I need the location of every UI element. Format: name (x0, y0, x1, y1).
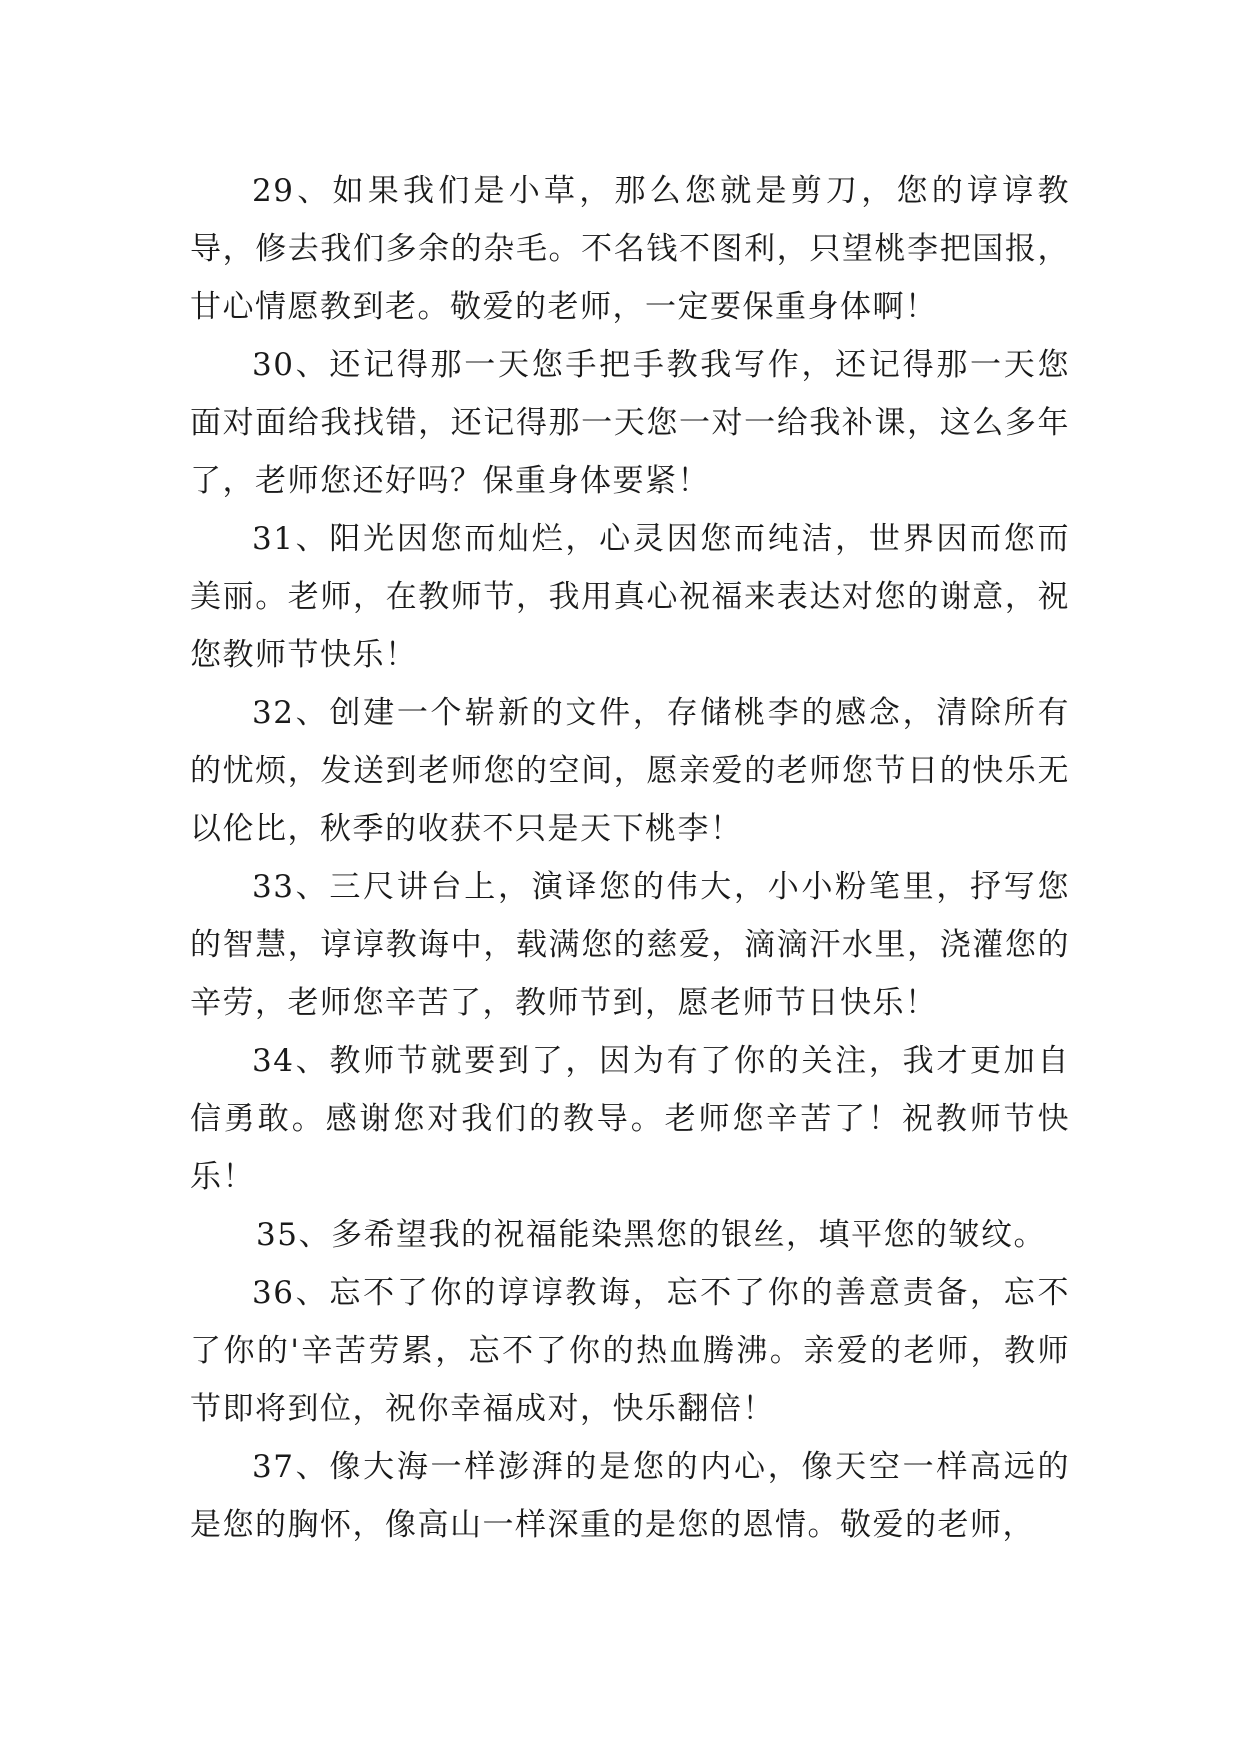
paragraph-30: 30、还记得那一天您手把手教我写作，还记得那一天您面对面给我找错，还记得那一天您一对一给我补课，这么多年了，老师您还好吗？保重身体要紧！ (190, 347, 1070, 499)
paragraph-37: 37、像大海一样澎湃的是您的内心，像天空一样高远的是您的胸怀，像高山一样深重的是您的恩情。敬爱的老师， (190, 1449, 1070, 1543)
paragraph-32: 32、创建一个崭新的文件，存储桃李的感念，清除所有的忧烦，发送到老师您的空间，愿亲爱的老师您节日的快乐无以伦比，秋季的收获不只是天下桃李！ (190, 695, 1070, 847)
paragraph-35: 35、多希望我的祝福能染黑您的银丝，填平您的皱纹。 (256, 1217, 1046, 1253)
paragraph-29: 29、如果我们是小草，那么您就是剪刀，您的谆谆教导，修去我们多余的杂毛。不名钱不图利，只望桃李把国报，甘心情愿教到老。敬爱的老师，一定要保重身体啊！ (190, 173, 1070, 325)
document-body (190, 162, 1070, 1554)
paragraph-34: 34、教师节就要到了，因为有了你的关注，我才更加自信勇敢。感谢您对我们的教导。老师您辛苦了！祝教师节快乐！ (190, 1043, 1070, 1195)
paragraph-31: 31、阳光因您而灿烂，心灵因您而纯洁，世界因而您而美丽。老师，在教师节，我用真心祝福来表达对您的谢意，祝您教师节快乐！ (190, 521, 1070, 673)
paragraph-33: 33、三尺讲台上，演译您的伟大，小小粉笔里，抒写您的智慧，谆谆教诲中，载满您的慈爱，滴滴汗水里，浇灌您的辛劳，老师您辛苦了，教师节到，愿老师节日快乐！ (190, 869, 1070, 1021)
paragraph-36: 36、忘不了你的谆谆教诲，忘不了你的善意责备，忘不了你的'辛苦劳累，忘不了你的热血腾沸。亲爱的老师，教师节即将到位，祝你幸福成对，快乐翻倍！ (190, 1275, 1070, 1427)
